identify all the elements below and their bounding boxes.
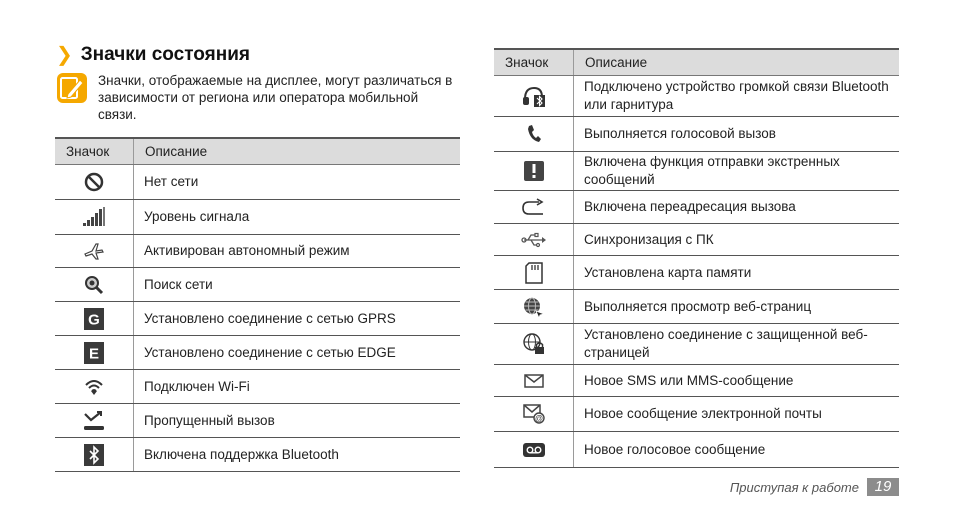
table-row <box>494 397 899 432</box>
description-cell: Активирован автономный режим <box>134 235 461 268</box>
status-icons-table-left <box>55 137 460 472</box>
icon-cell <box>494 256 574 290</box>
note-pencil-icon <box>56 72 88 104</box>
description-cell: Синхронизация с ПК <box>574 224 900 256</box>
description-cell: Подключен Wi-Fi <box>134 370 461 404</box>
icon-cell <box>55 336 134 370</box>
web-browsing-icon <box>523 296 545 318</box>
table-row <box>55 404 460 438</box>
description-cell: Новое голосовое сообщение <box>574 432 900 468</box>
no-network-icon <box>84 172 104 192</box>
missed-call-icon <box>83 410 105 432</box>
icon-cell <box>494 76 574 117</box>
page-footer <box>730 478 899 496</box>
description-cell: Пропущенный вызов <box>134 404 461 438</box>
column-header-description: Описание <box>574 49 900 76</box>
column-header-description: Описание <box>134 138 461 165</box>
table-header <box>55 138 460 165</box>
table-row <box>55 438 460 472</box>
edge-icon <box>84 342 104 364</box>
table-row <box>494 365 899 397</box>
icon-cell <box>55 200 134 235</box>
description-cell: Включена переадресация вызова <box>574 191 900 224</box>
secure-web-icon <box>523 333 545 355</box>
description-cell: Выполняется просмотр веб-страниц <box>574 290 900 324</box>
column-header-icon: Значок <box>494 49 574 76</box>
icon-cell <box>55 165 134 200</box>
bluetooth-icon <box>84 444 104 466</box>
page-number: 19 <box>867 478 899 496</box>
icon-cell <box>494 432 574 468</box>
description-cell: Включена поддержка Bluetooth <box>134 438 461 472</box>
table-row <box>55 302 460 336</box>
voicemail-icon <box>523 443 545 457</box>
note-text: Значки, отображаемые на дисплее, могут различаться в зависимости от региона или оператора мобильной связи. <box>98 73 453 122</box>
column-header-icon: Значок <box>55 138 134 165</box>
signal-strength-icon <box>82 207 106 227</box>
icon-cell <box>55 370 134 404</box>
icon-cell <box>494 365 574 397</box>
description-cell: Новое сообщение электронной почты <box>574 397 900 432</box>
icon-cell <box>55 268 134 302</box>
table-row <box>55 165 460 200</box>
pc-sync-icon <box>521 232 547 248</box>
table-row <box>55 200 460 235</box>
icon-cell <box>494 397 574 432</box>
bluetooth-headset-icon <box>522 85 546 107</box>
table-row <box>494 76 899 117</box>
edge-glyph: E <box>88 345 100 362</box>
network-search-icon <box>84 275 104 295</box>
gprs-icon <box>84 308 104 330</box>
gprs-glyph: G <box>88 311 100 328</box>
description-cell: Установлено соединение с сетью EDGE <box>134 336 461 370</box>
table-row <box>55 336 460 370</box>
icon-cell <box>55 302 134 336</box>
description-cell: Установлено соединение с сетью GPRS <box>134 302 461 336</box>
icon-cell <box>55 404 134 438</box>
icon-cell <box>494 117 574 152</box>
table-row <box>494 224 899 256</box>
table-row <box>494 191 899 224</box>
email-icon <box>523 404 545 424</box>
description-cell: Нет сети <box>134 165 461 200</box>
description-cell: Новое SMS или MMS-сообщение <box>574 365 900 397</box>
icon-cell <box>494 191 574 224</box>
icon-cell <box>55 235 134 268</box>
sos-message-icon <box>524 161 544 181</box>
sms-mms-icon <box>524 373 544 389</box>
description-cell: Поиск сети <box>134 268 461 302</box>
table-row <box>494 324 899 365</box>
section-title-text: Значки состояния <box>80 44 250 65</box>
table-row <box>494 117 899 152</box>
airplane-mode-icon <box>83 241 105 261</box>
chevron-right-icon: ❯ <box>56 44 73 66</box>
table-row <box>55 235 460 268</box>
table-row <box>55 370 460 404</box>
call-forwarding-icon <box>521 197 547 217</box>
note-block <box>56 72 460 123</box>
icon-cell <box>494 224 574 256</box>
table-row <box>55 268 460 302</box>
footer-section-name: Приступая к работе <box>729 479 859 495</box>
table-row <box>494 432 899 468</box>
table-row <box>494 256 899 290</box>
description-cell: Включена функция отправки экстренных сообщений <box>574 152 900 191</box>
description-cell: Подключено устройство громкой связи Bluetooth или гарнитура <box>574 76 900 117</box>
icon-cell <box>55 438 134 472</box>
table-header <box>494 49 899 76</box>
table-row <box>494 290 899 324</box>
icon-cell <box>494 324 574 365</box>
memory-card-icon <box>525 262 543 284</box>
description-cell: Уровень сигнала <box>134 200 461 235</box>
description-cell: Установлена карта памяти <box>574 256 900 290</box>
svg-text:@: @ <box>534 414 543 423</box>
wifi-icon <box>84 378 104 396</box>
status-icons-table-right <box>494 48 899 468</box>
description-cell: Выполняется голосовой вызов <box>574 117 900 152</box>
description-cell: Установлено соединение с защищенной веб-страницей <box>574 324 900 365</box>
voice-call-icon <box>526 124 542 144</box>
icon-cell <box>494 152 574 191</box>
section-title <box>56 44 250 66</box>
icon-cell <box>494 290 574 324</box>
table-row <box>494 152 899 191</box>
